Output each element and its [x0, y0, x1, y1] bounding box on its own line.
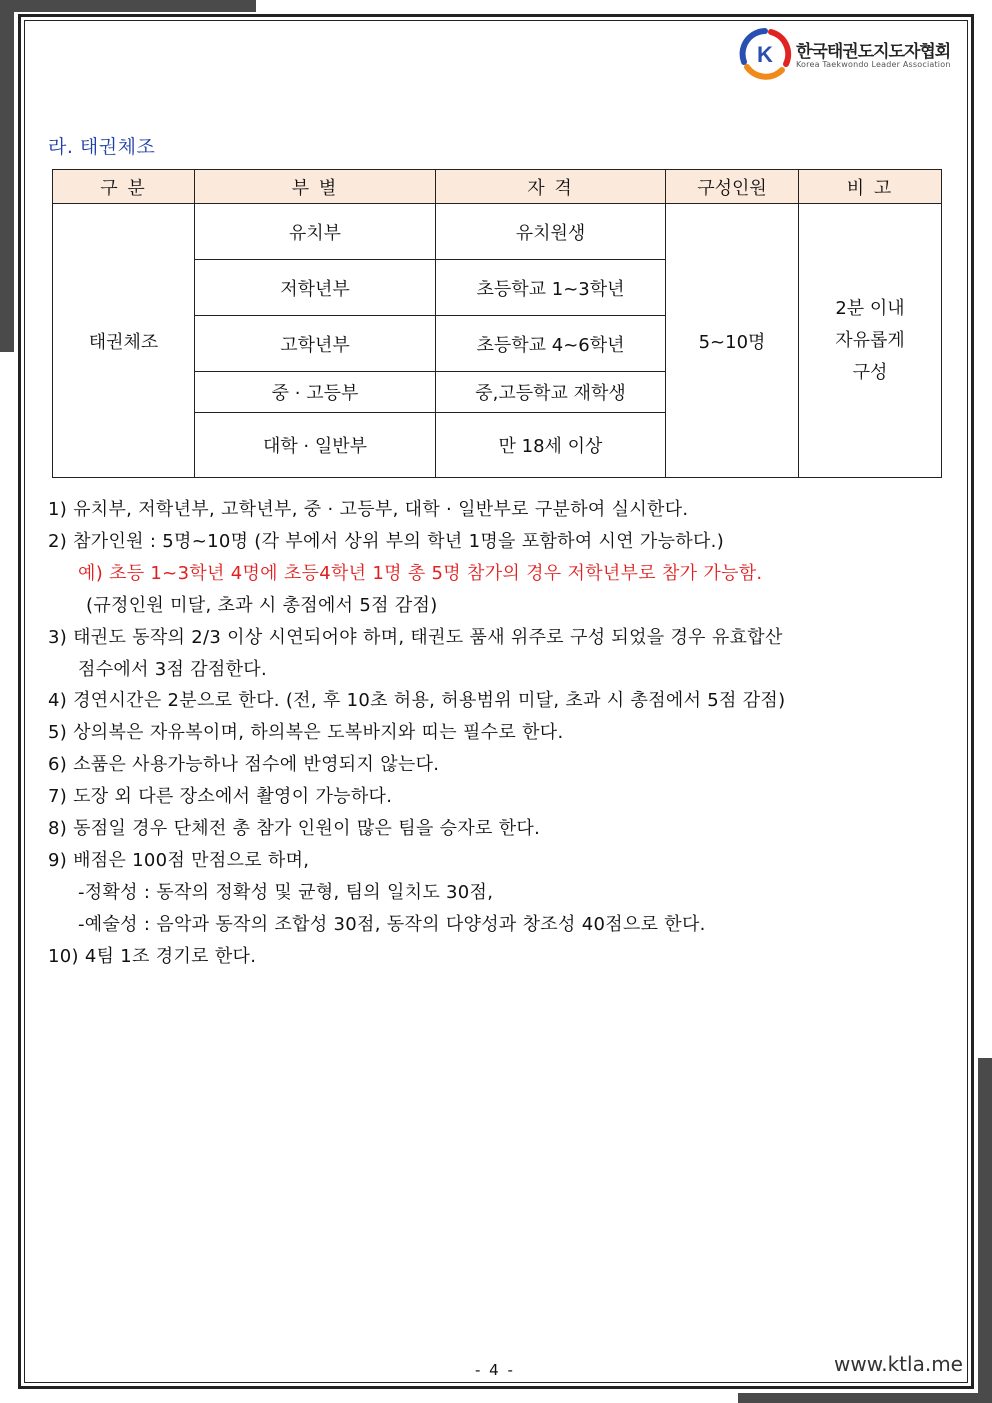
note-line: 자유롭게: [835, 329, 905, 351]
note-line: 구성: [852, 361, 888, 383]
members-cell: 5~10명: [666, 204, 799, 478]
rule-item-2-example: 예) 초등 1~3학년 4명에 초등4학년 1명 총 5명 참가의 경우 저학년부로 참가 가능함.: [78, 562, 763, 584]
rules-list: [48, 494, 948, 973]
division-cell: 저학년부: [195, 260, 436, 316]
division-cell: 중 · 고등부: [195, 372, 436, 413]
logo-title: 한국태권도지도자협회: [796, 42, 951, 62]
website-url: www.ktla.me: [834, 1352, 963, 1376]
edge-decoration-right: [978, 1058, 992, 1403]
rule-item-5: 5) 상의복은 자유복이며, 하의복은 도복바지와 띠는 필수로 한다.: [48, 722, 564, 744]
rule-item-9: 9) 배점은 100점 만점으로 하며,: [48, 849, 310, 871]
qualification-cell: 만 18세 이상: [436, 413, 666, 478]
table-header-row: [53, 170, 942, 204]
rule-item-9-artistry: -예술성 : 음악과 동작의 조합성 30점, 동작의 다양성과 창조성 40점으로 한다.: [78, 913, 706, 935]
division-cell: 고학년부: [195, 316, 436, 372]
qualification-cell: 유치원생: [436, 204, 666, 260]
rule-item-4: 4) 경연시간은 2분으로 한다. (전, 후 10초 허용, 허용범위 미달, 초과 시 총점에서 5점 감점): [48, 690, 786, 712]
rule-item-3-continued: 점수에서 3점 감점한다.: [78, 658, 268, 680]
rule-item-7: 7) 도장 외 다른 장소에서 촬영이 가능하다.: [48, 786, 393, 808]
division-table: [52, 169, 942, 478]
rule-item-3: 3) 태권도 동작의 2/3 이상 시연되어야 하며, 태권도 품새 위주로 구성 되었을 경우 유효합산: [48, 626, 783, 648]
rule-item-6: 6) 소품은 사용가능하나 점수에 반영되지 않는다.: [48, 754, 440, 776]
header-division: 부 별: [195, 170, 436, 204]
edge-decoration-left: [0, 0, 14, 352]
page-number: - 4 -: [475, 1361, 515, 1379]
header-members: 구성인원: [666, 170, 799, 204]
header-category: 구 분: [53, 170, 195, 204]
table-row: [53, 204, 942, 260]
qualification-cell: 중,고등학교 재학생: [436, 372, 666, 413]
rule-item-1: 1) 유치부, 저학년부, 고학년부, 중 · 고등부, 대학 · 일반부로 구분하여 실시한다.: [48, 499, 689, 520]
rule-item-9-accuracy: -정확성 : 동작의 정확성 및 균형, 팀의 일치도 30점,: [78, 881, 494, 903]
logo-subtitle: Korea Taekwondo Leader Association: [796, 60, 951, 69]
division-cell: 대학 · 일반부: [195, 413, 436, 478]
category-cell: 태권체조: [53, 204, 195, 478]
division-cell: 유치부: [195, 204, 436, 260]
section-title: 라. 태권체조: [48, 136, 156, 158]
note-cell: [799, 204, 942, 478]
rule-item-10: 10) 4팀 1조 경기로 한다.: [48, 945, 257, 967]
rule-item-8: 8) 동점일 경우 단체전 총 참가 인원이 많은 팀을 승자로 한다.: [48, 818, 541, 840]
note-line: 2분 이내: [835, 297, 905, 319]
rule-item-2-note: (규정인원 미달, 초과 시 총점에서 5점 감점): [86, 594, 438, 616]
header-qualification: 자 격: [436, 170, 666, 204]
qualification-cell: 초등학교 4~6학년: [436, 316, 666, 372]
ktla-emblem-icon: [738, 27, 792, 81]
qualification-cell: 초등학교 1~3학년: [436, 260, 666, 316]
corner-decoration-top-left: [0, 0, 256, 12]
corner-decoration-bottom-right: [738, 1393, 992, 1403]
header-note: 비 고: [799, 170, 942, 204]
rule-item-2: 2) 참가인원 : 5명~10명 (각 부에서 상위 부의 학년 1명을 포함하여 시연 가능하다.): [48, 530, 725, 552]
association-logo: [738, 27, 963, 81]
svg-text:K: K: [757, 42, 773, 67]
